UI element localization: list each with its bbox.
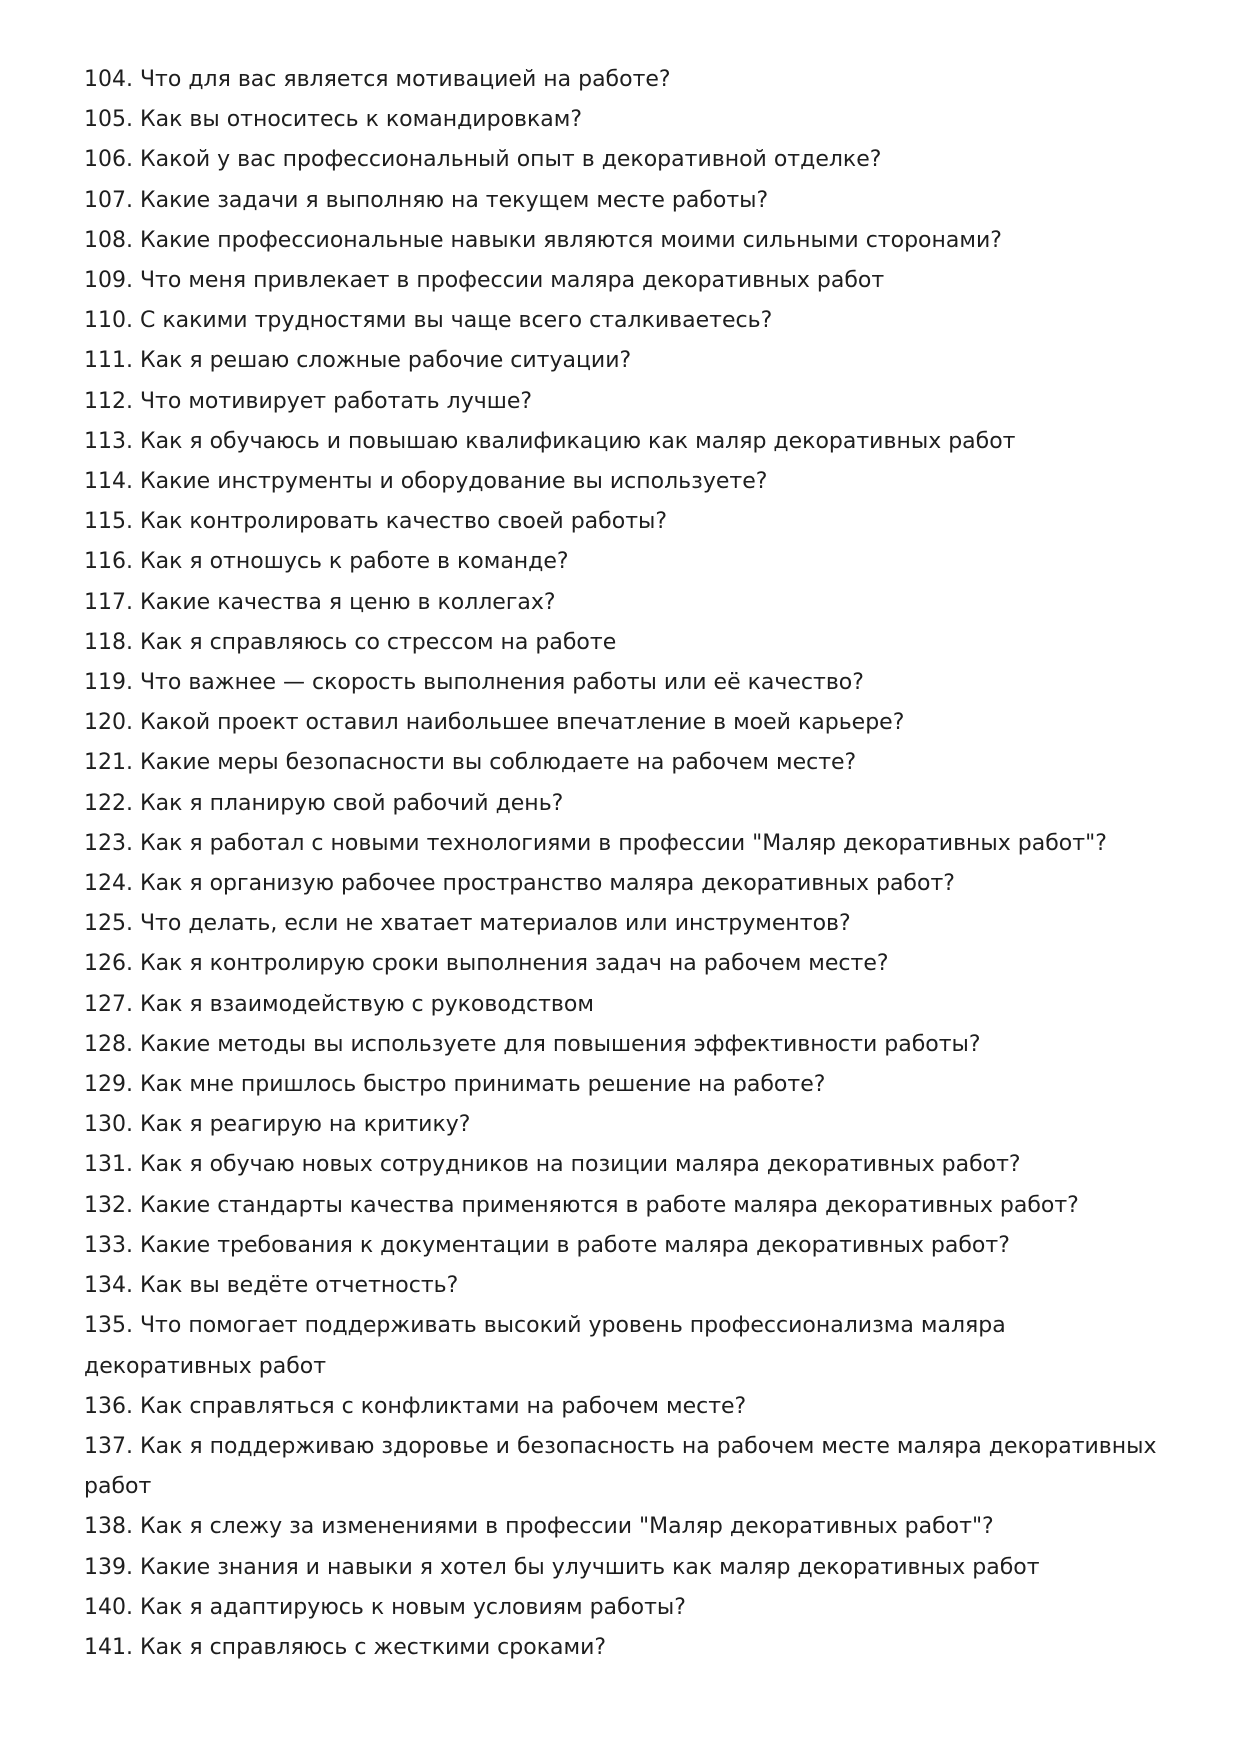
question-item: 104. Что для вас является мотивацией на работе?	[84, 67, 671, 92]
question-list	[84, 60, 1164, 1668]
question-item: 127. Как я взаимодействую с руководством	[84, 991, 594, 1017]
question-item: 106. Какой у вас профессиональный опыт в декоративной отделке?	[84, 147, 882, 173]
question-item: 110. С какими трудностями вы чаще всего сталкиваетесь?	[84, 308, 773, 334]
question-item: 121. Какие меры безопасности вы соблюдаете на рабочем месте?	[84, 750, 857, 776]
question-item: 112. Что мотивирует работать лучше?	[84, 388, 533, 414]
question-item: 133. Какие требования к документации в работе маляра декоративных работ?	[84, 1232, 1010, 1258]
question-item: 126. Как я контролирую сроки выполнения задач на рабочем месте?	[84, 951, 889, 977]
question-item: 116. Как я отношусь к работе в команде?	[84, 549, 569, 575]
question-item: 109. Что меня привлекает в профессии маляра декоративных работ	[84, 268, 885, 294]
question-item: 111. Как я решаю сложные рабочие ситуации?	[84, 348, 632, 374]
question-item: 135. Что помогает поддерживать высокий уровень профессионализма маляра декоративных работ	[84, 1313, 1006, 1379]
question-item: 141. Как я справляюсь с жесткими сроками?	[84, 1634, 607, 1660]
question-item: 139. Какие знания и навыки я хотел бы улучшить как маляр декоративных работ	[84, 1554, 1040, 1580]
question-item: 118. Как я справляюсь со стрессом на работе	[84, 629, 617, 655]
question-item: 108. Какие профессиональные навыки являются моими сильными сторонами?	[84, 227, 1002, 253]
question-item: 131. Как я обучаю новых сотрудников на позиции маляра декоративных работ?	[84, 1152, 1021, 1178]
question-item: 117. Какие качества я ценю в коллегах?	[84, 589, 556, 615]
question-item: 130. Как я реагирую на критику?	[84, 1112, 471, 1138]
question-item: 114. Какие инструменты и оборудование вы используете?	[84, 469, 768, 495]
question-item: 122. Как я планирую свой рабочий день?	[84, 790, 564, 816]
question-item: 132. Какие стандарты качества применяются в работе маляра декоративных работ?	[84, 1192, 1079, 1218]
question-item: 128. Какие методы вы используете для повышения эффективности работы?	[84, 1031, 981, 1057]
question-item: 129. Как мне пришлось быстро принимать решение на работе?	[84, 1072, 826, 1098]
question-item: 115. Как контролировать качество своей работы?	[84, 509, 668, 535]
question-item: 119. Что важнее — скорость выполнения работы или её качество?	[84, 670, 864, 696]
question-item: 138. Как я слежу за изменениями в профессии "Маляр декоративных работ"?	[84, 1514, 994, 1540]
question-item: 105. Как вы относитесь к командировкам?	[84, 107, 583, 133]
question-item: 140. Как я адаптируюсь к новым условиям работы?	[84, 1594, 686, 1620]
question-item: 125. Что делать, если не хватает материалов или инструментов?	[84, 911, 851, 937]
question-item: 113. Как я обучаюсь и повышаю квалификацию как маляр декоративных работ	[84, 428, 1016, 454]
question-item: 137. Как я поддерживаю здоровье и безопасность на рабочем месте маляра декоративных работ	[84, 1433, 1157, 1500]
question-item: 107. Какие задачи я выполняю на текущем месте работы?	[84, 187, 769, 213]
question-item: 136. Как справляться с конфликтами на рабочем месте?	[84, 1393, 747, 1419]
question-item: 124. Как я организую рабочее пространство маляра декоративных работ?	[84, 871, 955, 897]
question-item: 123. Как я работал с новыми технологиями в профессии "Маляр декоративных работ"?	[84, 830, 1107, 856]
question-item: 120. Какой проект оставил наибольшее впечатление в моей карьере?	[84, 710, 905, 736]
question-item: 134. Как вы ведёте отчетность?	[84, 1273, 459, 1299]
